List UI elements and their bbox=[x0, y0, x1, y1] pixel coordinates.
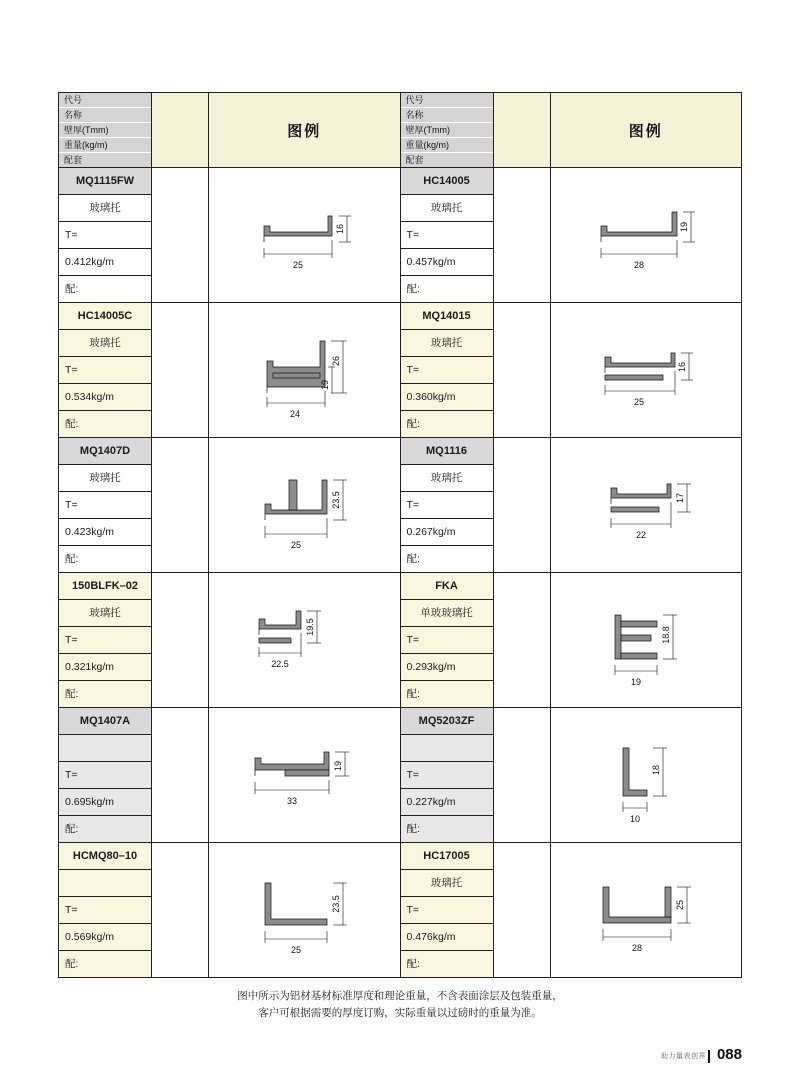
profile-accessory: 配: bbox=[401, 681, 493, 707]
profile-name: 玻璃托 bbox=[59, 195, 151, 222]
spacer-cell bbox=[493, 303, 550, 438]
profile-thickness: T= bbox=[59, 492, 151, 519]
profile-thickness: T= bbox=[401, 492, 493, 519]
profile-code: MQ1407A bbox=[59, 708, 151, 735]
profile-name bbox=[59, 870, 151, 897]
profile-code: MQ14015 bbox=[401, 303, 493, 330]
profile-code: MQ1407D bbox=[59, 438, 151, 465]
dim-height: 25 bbox=[674, 899, 685, 911]
profile-drawing bbox=[229, 585, 379, 695]
profile-name: 玻璃托 bbox=[401, 330, 493, 357]
profile-name: 玻璃托 bbox=[401, 870, 493, 897]
header-label-name: 名称 bbox=[401, 108, 493, 123]
profile-accessory: 配: bbox=[59, 951, 151, 977]
footer-divider-bar bbox=[708, 1050, 710, 1063]
profile-drawing bbox=[229, 450, 379, 560]
profile-name: 玻璃托 bbox=[401, 195, 493, 222]
profile-figure bbox=[209, 303, 401, 438]
profile-drawing bbox=[571, 450, 721, 560]
profile-weight: 0.534kg/m bbox=[59, 384, 151, 411]
profile-name: 玻璃托 bbox=[59, 465, 151, 492]
profile-code: MQ5203ZF bbox=[401, 708, 493, 735]
dim-height: 16 bbox=[676, 361, 687, 373]
profile-thickness: T= bbox=[401, 762, 493, 789]
profile-figure bbox=[209, 573, 401, 708]
profile-figure bbox=[550, 303, 742, 438]
profile-accessory: 配: bbox=[401, 546, 493, 572]
profile-thickness: T= bbox=[59, 222, 151, 249]
dim-height: 19 bbox=[333, 760, 344, 772]
profile-weight: 0.321kg/m bbox=[59, 654, 151, 681]
spacer-cell bbox=[152, 708, 209, 843]
dim-height: 18 bbox=[650, 764, 661, 776]
catalog-sheet bbox=[58, 92, 742, 978]
profile-info bbox=[400, 843, 493, 978]
dim-width: 24 bbox=[290, 409, 301, 419]
page-number: 088 bbox=[716, 1046, 742, 1063]
profile-figure bbox=[209, 843, 401, 978]
spacer-cell bbox=[152, 843, 209, 978]
header-figure-left: 图例 bbox=[209, 93, 401, 168]
profile-name: 玻璃托 bbox=[59, 600, 151, 627]
profile-info bbox=[59, 303, 152, 438]
dim-height: 17 bbox=[674, 492, 685, 504]
spacer-cell bbox=[493, 843, 550, 978]
dim-width: 19 bbox=[630, 677, 641, 687]
profile-code: HC17005 bbox=[401, 843, 493, 870]
profile-accessory: 配: bbox=[401, 276, 493, 302]
profile-figure bbox=[550, 573, 742, 708]
profile-drawing bbox=[571, 315, 721, 425]
header-labels-right bbox=[400, 93, 493, 168]
spacer-cell bbox=[493, 168, 550, 303]
dim-width: 25 bbox=[291, 540, 302, 550]
header-label-thickness: 壁厚(Tmm) bbox=[59, 123, 151, 138]
profile-thickness: T= bbox=[401, 627, 493, 654]
profile-info bbox=[400, 303, 493, 438]
profile-accessory: 配: bbox=[401, 951, 493, 977]
profile-thickness: T= bbox=[401, 357, 493, 384]
dim-height: 23.5 bbox=[331, 491, 342, 509]
profile-code: 150BLFK–02 bbox=[59, 573, 151, 600]
table-header-row bbox=[59, 93, 742, 168]
spacer-cell bbox=[152, 168, 209, 303]
spacer-cell bbox=[493, 438, 550, 573]
profile-accessory: 配: bbox=[59, 816, 151, 842]
profile-name: 玻璃托 bbox=[59, 330, 151, 357]
profile-figure bbox=[209, 708, 401, 843]
dim-width: 25 bbox=[633, 397, 644, 407]
profile-name bbox=[401, 735, 493, 762]
profile-drawing bbox=[571, 180, 721, 290]
profile-figure bbox=[550, 168, 742, 303]
profile-drawing bbox=[229, 855, 379, 965]
header-label-accessory: 配套 bbox=[401, 153, 493, 167]
header-label-weight: 重量(kg/m) bbox=[401, 138, 493, 153]
dim-width: 22.5 bbox=[271, 659, 290, 669]
profile-info bbox=[59, 168, 152, 303]
profile-accessory: 配: bbox=[59, 276, 151, 302]
profile-weight: 0.412kg/m bbox=[59, 249, 151, 276]
profile-info bbox=[59, 708, 152, 843]
profile-code: HC14005 bbox=[401, 168, 493, 195]
header-label-thickness: 壁厚(Tmm) bbox=[401, 123, 493, 138]
profile-table bbox=[58, 92, 742, 978]
table-row bbox=[59, 708, 742, 843]
profile-weight: 0.476kg/m bbox=[401, 924, 493, 951]
dim-height-secondary: 19 bbox=[320, 379, 331, 391]
profile-code: MQ1116 bbox=[401, 438, 493, 465]
profile-weight: 0.695kg/m bbox=[59, 789, 151, 816]
header-label-accessory: 配套 bbox=[59, 153, 151, 167]
profile-accessory: 配: bbox=[401, 816, 493, 842]
dim-height: 23.5 bbox=[331, 895, 342, 913]
spacer-cell bbox=[152, 573, 209, 708]
profile-drawing bbox=[229, 180, 379, 290]
profile-info bbox=[59, 438, 152, 573]
table-row bbox=[59, 573, 742, 708]
profile-figure bbox=[550, 438, 742, 573]
profile-weight: 0.457kg/m bbox=[401, 249, 493, 276]
profile-accessory: 配: bbox=[59, 411, 151, 437]
footnote-line-2: 客户可根据需要的厚度订购，实际重量以过磅时的重量为准。 bbox=[258, 1007, 542, 1019]
dim-width: 33 bbox=[287, 796, 298, 806]
spacer-cell bbox=[493, 573, 550, 708]
profile-info bbox=[400, 168, 493, 303]
profile-info bbox=[59, 843, 152, 978]
profile-figure bbox=[209, 438, 401, 573]
header-labels-left bbox=[59, 93, 152, 168]
profile-figure bbox=[550, 843, 742, 978]
profile-info bbox=[59, 573, 152, 708]
profile-name bbox=[59, 735, 151, 762]
profile-accessory: 配: bbox=[59, 681, 151, 707]
profile-thickness: T= bbox=[59, 357, 151, 384]
dim-width: 25 bbox=[291, 945, 302, 955]
dim-height: 16 bbox=[335, 223, 346, 235]
dim-height: 18.8 bbox=[660, 626, 671, 644]
header-spacer-right bbox=[493, 93, 550, 168]
profile-drawing bbox=[229, 720, 379, 830]
table-row bbox=[59, 303, 742, 438]
profile-info bbox=[400, 573, 493, 708]
header-label-code: 代号 bbox=[401, 93, 493, 108]
profile-weight: 0.293kg/m bbox=[401, 654, 493, 681]
profile-code: HCMQ80–10 bbox=[59, 843, 151, 870]
profile-code: HC14005C bbox=[59, 303, 151, 330]
profile-thickness: T= bbox=[59, 897, 151, 924]
profile-thickness: T= bbox=[401, 897, 493, 924]
profile-drawing bbox=[229, 315, 379, 425]
profile-drawing bbox=[571, 585, 721, 695]
dim-height: 19.5 bbox=[305, 618, 316, 636]
dim-width: 25 bbox=[293, 260, 304, 270]
table-row bbox=[59, 168, 742, 303]
profile-figure bbox=[209, 168, 401, 303]
profile-weight: 0.569kg/m bbox=[59, 924, 151, 951]
profile-info bbox=[400, 708, 493, 843]
profile-weight: 0.267kg/m bbox=[401, 519, 493, 546]
profile-code: FKA bbox=[401, 573, 493, 600]
profile-name: 单玻玻璃托 bbox=[401, 600, 493, 627]
profile-weight: 0.360kg/m bbox=[401, 384, 493, 411]
table-row bbox=[59, 843, 742, 978]
page-footer bbox=[661, 1046, 742, 1063]
footnote bbox=[0, 988, 800, 1022]
header-spacer-left bbox=[152, 93, 209, 168]
profile-thickness: T= bbox=[401, 222, 493, 249]
footer-brand: 助力量表创界 bbox=[660, 1053, 706, 1060]
dim-width: 10 bbox=[629, 814, 640, 824]
profile-figure bbox=[550, 708, 742, 843]
dim-height: 26 bbox=[331, 355, 342, 367]
profile-thickness: T= bbox=[59, 627, 151, 654]
profile-accessory: 配: bbox=[59, 546, 151, 572]
profile-code: MQ1115FW bbox=[59, 168, 151, 195]
profile-name: 玻璃托 bbox=[401, 465, 493, 492]
profile-weight: 0.423kg/m bbox=[59, 519, 151, 546]
dim-width: 28 bbox=[633, 260, 644, 270]
profile-thickness: T= bbox=[59, 762, 151, 789]
table-row bbox=[59, 438, 742, 573]
profile-drawing bbox=[571, 720, 721, 830]
spacer-cell bbox=[152, 303, 209, 438]
header-label-name: 名称 bbox=[59, 108, 151, 123]
dim-height: 19 bbox=[678, 221, 689, 233]
profile-weight: 0.227kg/m bbox=[401, 789, 493, 816]
spacer-cell bbox=[152, 438, 209, 573]
footnote-line-1: 图中所示为铝材基材标准厚度和理论重量，不含表面涂层及包装重量， bbox=[237, 990, 563, 1002]
header-label-weight: 重量(kg/m) bbox=[59, 138, 151, 153]
profile-accessory: 配: bbox=[401, 411, 493, 437]
dim-width: 22 bbox=[635, 530, 646, 540]
dim-width: 28 bbox=[631, 943, 642, 953]
header-figure-right: 图例 bbox=[550, 93, 742, 168]
header-label-code: 代号 bbox=[59, 93, 151, 108]
profile-drawing bbox=[571, 855, 721, 965]
spacer-cell bbox=[493, 708, 550, 843]
profile-info bbox=[400, 438, 493, 573]
